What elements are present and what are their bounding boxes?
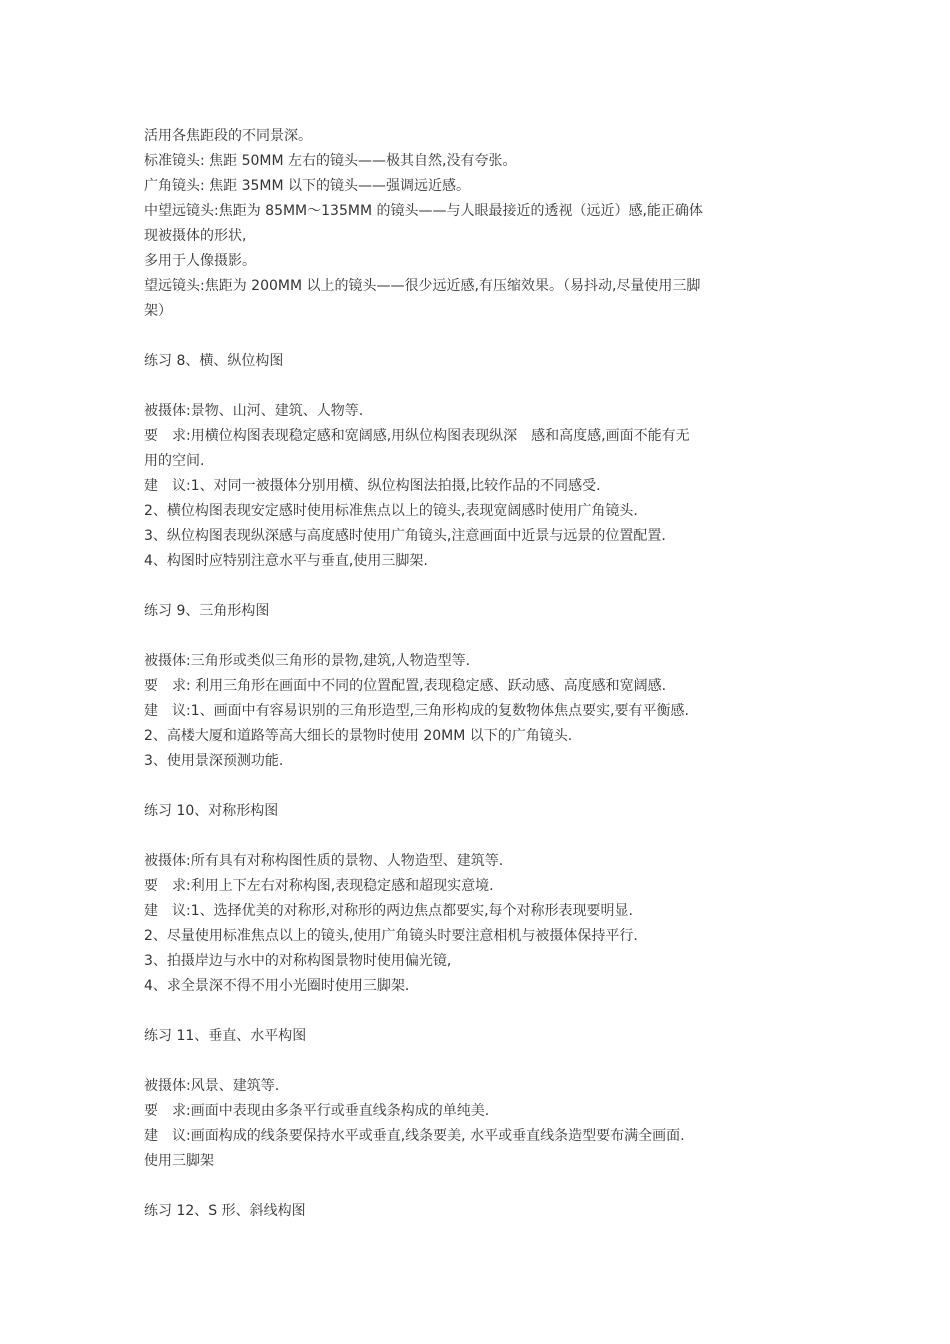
text-line: 望远镜头:焦距为 200MM 以上的镜头——很少远近感,有压缩效果。（易抖动,尽量使用三脚 xyxy=(144,278,701,294)
section-heading: 练习 9、三角形构图 xyxy=(144,603,270,619)
paragraph-gap xyxy=(144,324,812,349)
section-heading: 练习 12、S 形、斜线构图 xyxy=(144,1203,306,1219)
text-line: 现被摄体的形状, xyxy=(144,228,247,244)
text-line: 4、求全景深不得不用小光圈时使用三脚架. xyxy=(144,978,410,994)
document-body xyxy=(144,124,812,1224)
paragraph-gap xyxy=(144,374,812,399)
paragraph-gap xyxy=(144,999,812,1024)
text-line: 使用三脚架 xyxy=(144,1153,214,1169)
paragraph-gap xyxy=(144,774,812,799)
text-line: 2、横位构图表现安定感时使用标准焦点以上的镜头,表现宽阔感时使用广角镜头. xyxy=(144,503,638,519)
text-line: 要 求: 利用三角形在画面中不同的位置配置,表现稳定感、跃动感、高度感和宽阔感. xyxy=(144,678,667,694)
paragraph-gap xyxy=(144,1049,812,1074)
text-line: 被摄体:风景、建筑等. xyxy=(144,1078,280,1094)
text-line: 建 议:画面构成的线条要保持水平或垂直,线条要美, 水平或垂直线条造型要布满全画面. xyxy=(144,1128,685,1144)
text-line: 建 议:1、对同一被摄体分别用横、纵位构图法拍摄,比较作品的不同感受. xyxy=(144,478,601,494)
text-line: 多用于人像摄影。 xyxy=(144,253,256,269)
text-line: 被摄体:景物、山河、建筑、人物等. xyxy=(144,403,364,419)
paragraph-gap xyxy=(144,624,812,649)
text-line: 2、尽量使用标准焦点以上的镜头,使用广角镜头时要注意相机与被摄体保持平行. xyxy=(144,928,638,944)
text-line: 被摄体:三角形或类似三角形的景物,建筑,人物造型等. xyxy=(144,653,471,669)
text-line: 活用各焦距段的不同景深。 xyxy=(144,128,312,144)
text-line: 被摄体:所有具有对称构图性质的景物、人物造型、建筑等. xyxy=(144,853,504,869)
section-heading: 练习 8、横、纵位构图 xyxy=(144,353,284,369)
text-line: 中望远镜头:焦距为 85MM～135MM 的镜头——与人眼最接近的透视（远近）感,能正确体 xyxy=(144,203,703,219)
text-line: 4、构图时应特别注意水平与垂直,使用三脚架. xyxy=(144,553,428,569)
text-line: 3、拍摄岸边与水中的对称构图景物时使用偏光镜, xyxy=(144,953,452,969)
text-line: 2、高楼大厦和道路等高大细长的景物时使用 20MM 以下的广角镜头. xyxy=(144,728,573,744)
section-heading: 练习 11、垂直、水平构图 xyxy=(144,1028,307,1044)
section-heading: 练习 10、对称形构图 xyxy=(144,803,279,819)
text-line: 3、使用景深预测功能. xyxy=(144,753,284,769)
text-line: 建 议:1、画面中有容易识别的三角形造型,三角形构成的复数物体焦点要实,要有平衡感. xyxy=(144,703,689,719)
text-line: 广角镜头: 焦距 35MM 以下的镜头——强调远近感。 xyxy=(144,178,471,194)
paragraph-gap xyxy=(144,824,812,849)
text-line: 3、纵位构图表现纵深感与高度感时使用广角镜头,注意画面中近景与远景的位置配置. xyxy=(144,528,666,544)
text-line: 标准镜头: 焦距 50MM 左右的镜头——极其自然,没有夸张。 xyxy=(144,153,517,169)
paragraph-gap xyxy=(144,574,812,599)
text-line: 架） xyxy=(144,303,172,319)
text-line: 要 求:利用上下左右对称构图,表现稳定感和超现实意境. xyxy=(144,878,494,894)
paragraph-gap xyxy=(144,1174,812,1199)
text-line: 要 求:用横位构图表现稳定感和宽阔感,用纵位构图表现纵深 感和高度感,画面不能有无 xyxy=(144,428,690,444)
text-line: 要 求:画面中表现由多条平行或垂直线条构成的单纯美. xyxy=(144,1103,490,1119)
text-line: 用的空间. xyxy=(144,453,205,469)
text-line: 建 议:1、选择优美的对称形,对称形的两边焦点都要实,每个对称形表现要明显. xyxy=(144,903,633,919)
